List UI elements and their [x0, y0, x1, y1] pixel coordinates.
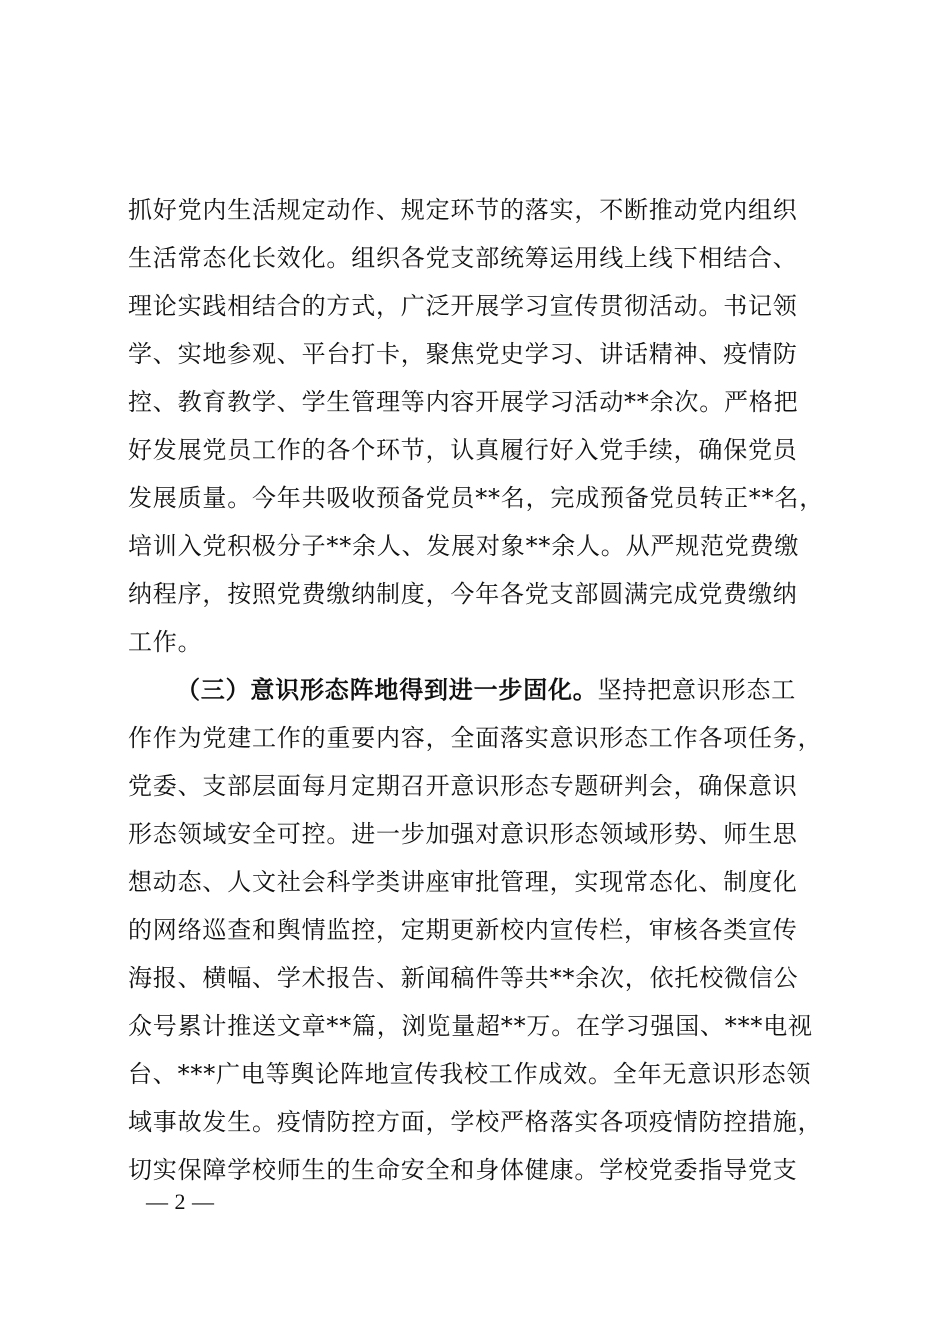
text-line: 想动态、人文社会科学类讲座审批管理，实现常态化、制度化: [128, 868, 798, 896]
text-line: 好发展党员工作的各个环节，认真履行好入党手续，确保党员: [128, 436, 798, 464]
text-line: 党委、支部层面每月定期召开意识形态专题研判会，确保意识: [128, 772, 798, 800]
text-line: 生活常态化长效化。组织各党支部统筹运用线上线下相结合、: [128, 244, 798, 272]
body-text: [128, 186, 828, 1194]
text-line: 海报、横幅、学术报告、新闻稿件等共**余次，依托校微信公: [128, 964, 799, 992]
section-heading-line: [128, 666, 828, 714]
text-line: 培训入党积极分子**余人、发展对象**余人。从严规范党费缴: [128, 532, 800, 560]
section-heading: （三）意识形态阵地得到进一步固化。: [176, 675, 598, 704]
text-line: 工作。: [128, 628, 203, 656]
text-line: 形态领域安全可控。进一步加强对意识形态领域形势、师生思: [128, 820, 798, 848]
text-line: 控、教育教学、学生管理等内容开展学习活动**余次。严格把: [128, 388, 799, 416]
text-line: 切实保障学校师生的生命安全和身体健康。学校党委指导党支: [128, 1156, 798, 1184]
text-line: 抓好党内生活规定动作、规定环节的落实，不断推动党内组织: [128, 196, 798, 224]
text-line: 纳程序，按照党费缴纳制度，今年各党支部圆满完成党费缴纳: [128, 580, 798, 608]
text-line: 域事故发生。疫情防控方面，学校严格落实各项疫情防控措施，: [128, 1108, 823, 1136]
text-line: 台、***广电等舆论阵地宣传我校工作成效。全年无意识形态领: [128, 1060, 812, 1088]
section-heading-continuation: 坚持把意识形态工: [597, 676, 797, 704]
text-line: 作作为党建工作的重要内容，全面落实意识形态工作各项任务，: [128, 724, 823, 752]
text-line: 的网络巡查和舆情监控，定期更新校内宣传栏，审核各类宣传: [128, 916, 798, 944]
text-line: 众号累计推送文章**篇，浏览量超**万。在学习强国、***电视: [128, 1012, 813, 1040]
page-number: — 2 —: [146, 1189, 215, 1214]
text-line: 学、实地参观、平台打卡，聚焦党史学习、讲话精神、疫情防: [128, 340, 798, 368]
text-line: 发展质量。今年共吸收预备党员**名，完成预备党员转正**名，: [128, 484, 824, 512]
text-line: 理论实践相结合的方式，广泛开展学习宣传贯彻活动。书记领: [128, 292, 798, 320]
